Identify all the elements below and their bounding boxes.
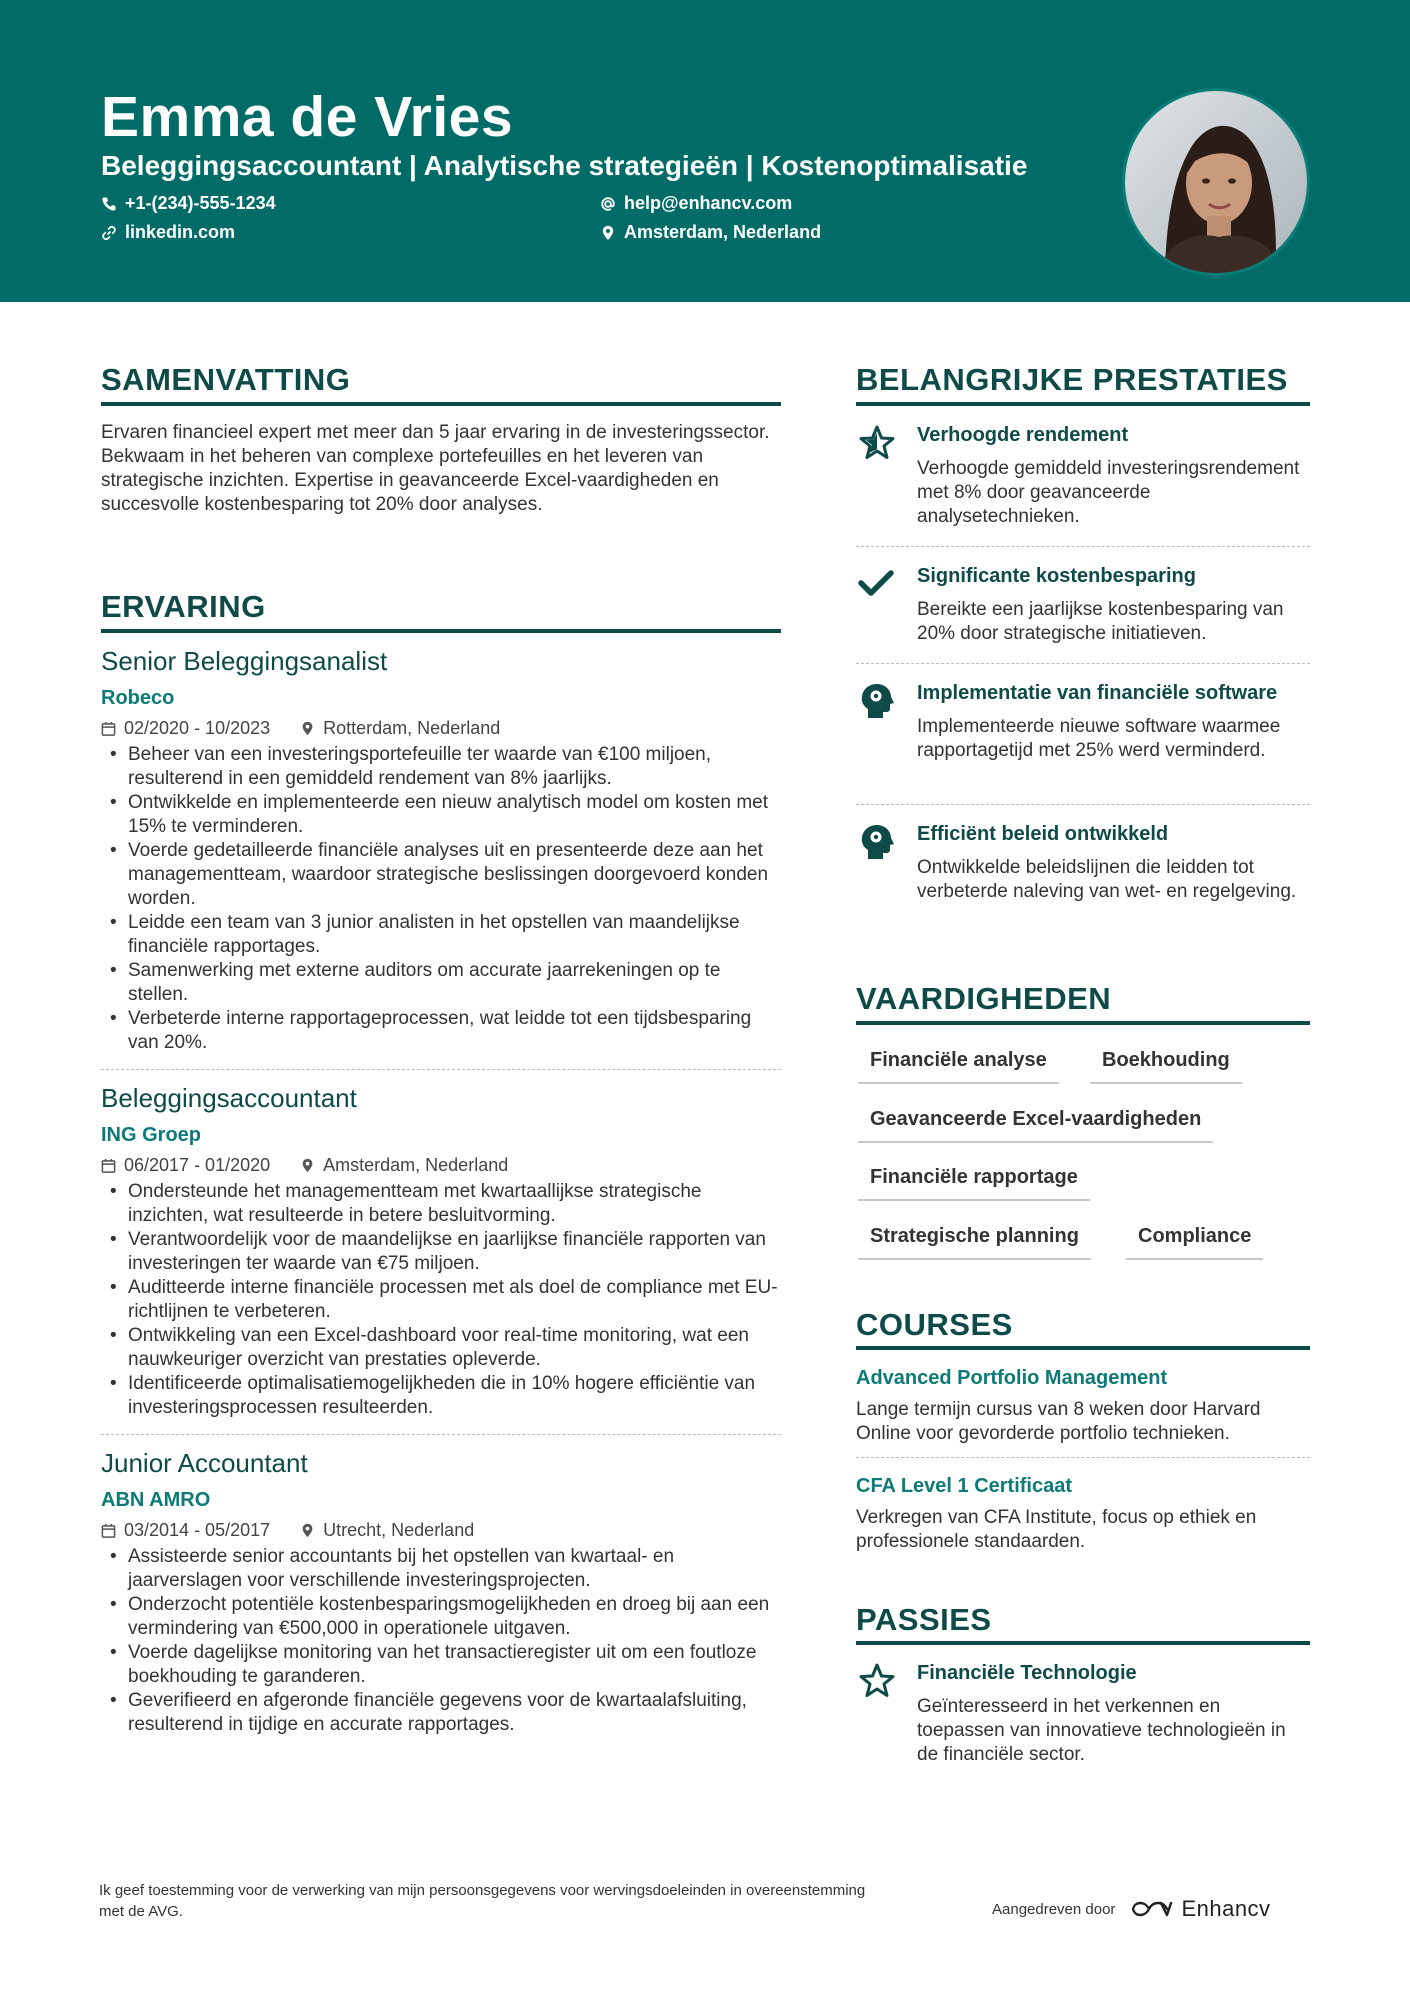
job-location-text: Amsterdam, Nederland [323, 1155, 509, 1175]
achievement-title: Implementatie van financiële software [917, 682, 1278, 704]
brand-name: Enhancv [1181, 1896, 1271, 1921]
candidate-title: Beleggingsaccountant | Analytische strategieën | Kostenoptimalisatie [101, 150, 1028, 181]
location-pin-icon [600, 225, 616, 241]
location-pin-icon [300, 1523, 315, 1538]
location-pin-icon [300, 1158, 315, 1173]
job-title: Junior Accountant [101, 1448, 308, 1478]
job-location [300, 718, 500, 739]
bullet-item: • Ondersteunde het managementteam met kwartaallijkse strategische inzichten, wat resulteerde in betere besluitvorming. [101, 1180, 781, 1228]
achievement-item [856, 682, 1310, 763]
job-dates: 03/2014 - 05/2017 [124, 1520, 271, 1540]
experience-divider [101, 629, 781, 633]
skill-tag: Boekhouding [1090, 1049, 1242, 1084]
bullet-item: • Assisteerde senior accountants bij het opstellen van kwartaal- en jaarverslagen voor verschillende investeringsprojecten. [101, 1545, 781, 1593]
summary-divider [101, 402, 781, 406]
achievement-separator [856, 663, 1310, 664]
calendar-icon [101, 1523, 116, 1538]
job-dates: 06/2017 - 01/2020 [124, 1155, 271, 1175]
achievement-separator [856, 804, 1310, 805]
phone-contact [101, 193, 276, 214]
course-title: CFA Level 1 Certificaat [856, 1475, 1073, 1497]
phone-icon [101, 196, 117, 212]
job-meta [101, 718, 781, 739]
header-banner [0, 0, 1410, 302]
link-icon [101, 225, 117, 241]
linkedin-text[interactable]: linkedin.com [125, 222, 236, 242]
summary-text: Ervaren financieel expert met meer dan 5 jaar ervaring in de investeringssector. Bekwaam in het beheren van complexe portefeuilles en het leveren van strategische inzichten. Expertise in geavanceerde Excel-vaardigheden en succesvolle kostenbesparing tot 20% door analyses. [101, 422, 770, 515]
achievement-item [856, 565, 1310, 646]
course-separator [856, 1457, 1310, 1458]
achievement-text: Implementeerde nieuwe software waarmee rapportagetijd met 25% werd verminderd. [917, 716, 1281, 761]
head-icon [856, 823, 898, 861]
bullet-item: • Samenwerking met externe auditors om accurate jaarrekeningen op te stellen. [101, 959, 781, 1007]
skill-tag: Strategische planning [858, 1225, 1091, 1260]
job-location [300, 1155, 508, 1176]
passions-heading: PASSIES [856, 1602, 992, 1637]
job-bullets [101, 1180, 781, 1420]
bullet-item: • Ontwikkelde en implementeerde een nieuw analytisch model om kosten met 15% te verminderen. [101, 791, 781, 839]
profile-photo [1122, 88, 1310, 276]
achievements-heading: BELANGRIJKE PRESTATIES [856, 362, 1288, 397]
job-location-text: Utrecht, Nederland [323, 1520, 475, 1540]
course-text: Verkregen van CFA Institute, focus op ethiek en professionele standaarden. [856, 1507, 1257, 1552]
enhancv-logo-icon [1127, 1897, 1173, 1921]
location-pin-icon [300, 721, 315, 736]
achievement-item [856, 823, 1310, 904]
job-entry [101, 1448, 781, 1737]
at-icon [600, 196, 616, 212]
job-bullets [101, 743, 781, 1055]
job-bullets [101, 1545, 781, 1737]
location-text: Amsterdam, Nederland [624, 222, 822, 242]
job-dates: 02/2020 - 10/2023 [124, 718, 271, 738]
skills-divider [856, 1021, 1310, 1025]
linkedin-contact[interactable] [101, 222, 235, 243]
skill-tag: Compliance [1126, 1225, 1263, 1260]
bullet-item: • Geverifieerd en afgeronde financiële gegevens voor de kwartaalafsluiting, resulterend in tijdige en accurate rapportages. [101, 1689, 781, 1737]
bullet-item: • Verbeterde interne rapportageprocessen, wat leidde tot een tijdsbesparing van 20%. [101, 1007, 781, 1055]
bullet-item: • Beheer van een investeringsportefeuille ter waarde van €100 miljoen, resulterend in een gemiddeld rendement van 8% jaarlijks. [101, 743, 781, 791]
course-item [856, 1475, 1310, 1554]
summary-heading: SAMENVATTING [101, 362, 351, 397]
bullet-item: • Verantwoordelijk voor de maandelijkse en jaarlijkse financiële rapporten van investeringen ter waarde van €75 miljoen. [101, 1228, 781, 1276]
job-separator [101, 1069, 781, 1070]
passion-title: Financiële Technologie [917, 1662, 1137, 1684]
email-contact[interactable] [600, 193, 792, 214]
achievements-divider [856, 402, 1310, 406]
achievement-item [856, 424, 1310, 529]
phone-text: +1-(234)-555-1234 [125, 193, 276, 213]
courses-divider [856, 1346, 1310, 1350]
company-name: ING Groep [101, 1124, 202, 1146]
course-item [856, 1367, 1310, 1446]
job-title: Beleggingsaccountant [101, 1083, 357, 1113]
company-name: Robeco [101, 687, 175, 709]
achievement-separator [856, 546, 1310, 547]
bullet-item: • Identificeerde optimalisatiemogelijkheden die in 10% hogere efficiëntie van investeringsprocessen resulteerden. [101, 1372, 781, 1420]
passions-divider [856, 1641, 1310, 1645]
achievement-text: Bereikte een jaarlijkse kostenbesparing van 20% door strategische initiatieven. [917, 599, 1284, 644]
job-meta [101, 1520, 781, 1541]
bullet-item: • Voerde dagelijkse monitoring van het transactieregister uit om een foutloze boekhouding te garanderen. [101, 1641, 781, 1689]
skill-tag: Financiële analyse [858, 1049, 1059, 1084]
powered-by-label: Aangedreven door [992, 1900, 1116, 1918]
passion-item [856, 1662, 1310, 1767]
email-text[interactable]: help@enhancv.com [624, 193, 793, 213]
powered-by[interactable] [992, 1896, 1271, 1922]
bullet-item: • Onderzocht potentiële kostenbesparingsmogelijkheden en droeg bij aan een vermindering van €500,000 in operationele uitgaven. [101, 1593, 781, 1641]
course-title: Advanced Portfolio Management [856, 1367, 1168, 1389]
job-title: Senior Beleggingsanalist [101, 646, 388, 676]
check-icon [856, 565, 898, 603]
courses-heading: COURSES [856, 1307, 1013, 1342]
head-icon [856, 682, 898, 720]
candidate-name: Emma de Vries [101, 85, 514, 149]
star-outline-icon [856, 1662, 898, 1700]
job-entry [101, 646, 781, 1055]
achievement-title: Significante kostenbesparing [917, 565, 1196, 587]
star-icon [856, 424, 898, 462]
achievement-title: Verhoogde rendement [917, 424, 1129, 446]
calendar-icon [101, 1158, 116, 1173]
achievement-text: Verhoogde gemiddeld investeringsrendement met 8% door geavanceerde analysetechnieken. [917, 458, 1300, 527]
calendar-icon [101, 721, 116, 736]
skill-tag: Financiële rapportage [858, 1166, 1090, 1201]
achievement-title: Efficiënt beleid ontwikkeld [917, 823, 1169, 845]
company-name: ABN AMRO [101, 1489, 211, 1511]
bullet-item: • Auditteerde interne financiële processen met als doel de compliance met EU-richtlijnen te verbeteren. [101, 1276, 781, 1324]
skills-heading: VAARDIGHEDEN [856, 981, 1112, 1016]
experience-heading: ERVARING [101, 589, 266, 624]
skill-tag: Geavanceerde Excel-vaardigheden [858, 1108, 1213, 1143]
achievement-text: Ontwikkelde beleidslijnen die leidden tot verbeterde naleving van wet- en regelgeving. [917, 857, 1297, 902]
bullet-item: • Leidde een team van 3 junior analisten in het opstellen van maandelijkse financiële rapportages. [101, 911, 781, 959]
job-location-text: Rotterdam, Nederland [323, 718, 501, 738]
course-text: Lange termijn cursus van 8 weken door Harvard Online voor gevorderde portfolio technieken. [856, 1399, 1261, 1444]
job-entry [101, 1083, 781, 1420]
passion-text: Geïnteresseerd in het verkennen en toepassen van innovatieve technologieën in de financiële sector. [917, 1696, 1286, 1765]
bullet-item: • Voerde gedetailleerde financiële analyses uit en presenteerde deze aan het managementteam, waardoor strategische beslissingen doorgevoerd konden worden. [101, 839, 781, 911]
consent-text: Ik geef toestemming voor de verwerking van mijn persoonsgegevens voor wervingsdoeleinden in overeenstemming met de AVG. [99, 1882, 866, 1920]
bullet-item: • Ontwikkeling van een Excel-dashboard voor real-time monitoring, wat een nauwkeuriger overzicht van prestaties opleverde. [101, 1324, 781, 1372]
job-separator [101, 1434, 781, 1435]
job-location [300, 1520, 474, 1541]
job-meta [101, 1155, 781, 1176]
location-contact [600, 222, 821, 243]
